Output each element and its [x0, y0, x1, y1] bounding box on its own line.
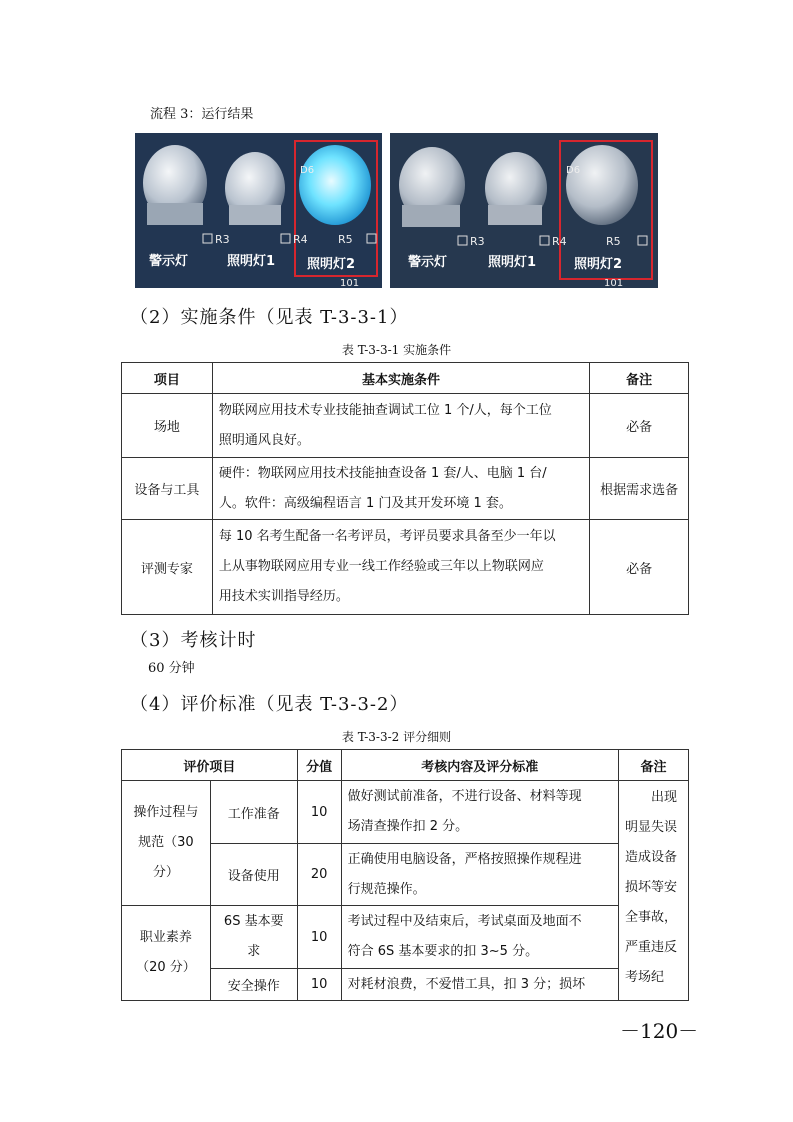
note-cell: 出现 明显失误 造成设备 损坏等安 全事故， 严重违反 考场纪 — [619, 781, 689, 1001]
led-photo-left — [135, 133, 382, 288]
label-r3: R3 — [470, 235, 485, 248]
led-caption-2: 照明灯1 — [488, 255, 537, 270]
led-lens-3-off — [566, 145, 638, 225]
group-process: 操作过程与 规范（30 分） — [122, 781, 211, 906]
table-row — [122, 394, 689, 458]
score: 10 — [297, 906, 341, 969]
label-r4: R4 — [552, 235, 567, 248]
col-header-note: 备注 — [590, 363, 689, 394]
section-heading-timing: （3）考核计时 — [130, 630, 257, 651]
led-caption-3: 照明灯2 — [574, 257, 623, 272]
row-item: 场地 — [122, 394, 213, 458]
led-caption-1: 警示灯 — [149, 254, 189, 269]
col-header-conditions: 基本实施条件 — [212, 363, 589, 394]
label-101: 101 — [340, 278, 360, 288]
label-d6: D6 — [300, 165, 315, 176]
row-item: 评测专家 — [122, 520, 213, 615]
row-conditions: 每 10 名考生配备一名考评员，考评员要求具备至少一年以 上从事物联网应用专业一线工作经验或三年以上物联网应 用技术实训指导经历。 — [212, 520, 589, 615]
row-note: 必备 — [590, 520, 689, 615]
flow-step-label: 流程 3：运行结果 — [150, 107, 254, 122]
col-header-criteria: 考核内容及评分标准 — [341, 750, 618, 781]
section-heading-criteria: （4）评价标准（见表 T-3-3-2） — [130, 694, 409, 715]
col-header-eval-item: 评价项目 — [122, 750, 298, 781]
row-note: 必备 — [590, 394, 689, 458]
scoring-table — [121, 749, 689, 1001]
label-101: 101 — [604, 278, 624, 288]
label-r4: R4 — [293, 233, 308, 246]
score: 10 — [297, 781, 341, 844]
group-professional: 职业素养 （20 分） — [122, 906, 211, 1001]
sub-item: 设备使用 — [210, 844, 297, 906]
label-r5: R5 — [606, 235, 621, 248]
label-r5: R5 — [338, 233, 353, 246]
exam-duration: 60 分钟 — [148, 661, 195, 676]
row-item: 设备与工具 — [122, 458, 213, 520]
criteria: 做好测试前准备，不进行设备、材料等现 场清查操作扣 2 分。 — [341, 781, 618, 844]
criteria: 考试过程中及结束后，考试桌面及地面不 符合 6S 基本要求的扣 3~5 分。 — [341, 906, 618, 969]
sub-item: 6S 基本要 求 — [210, 906, 297, 969]
table1-caption: 表 T-3-3-1 实施条件 — [341, 343, 452, 357]
page-number: －120－ — [620, 1019, 699, 1043]
label-r3: R3 — [215, 233, 230, 246]
led-photo-right — [390, 133, 658, 288]
led-lens-3-lit — [299, 145, 371, 225]
table-row — [122, 781, 689, 844]
criteria: 对耗材浪费，不爱惜工具，扣 3 分；损坏 — [341, 969, 618, 1001]
table-row — [122, 906, 689, 969]
sub-item: 工作准备 — [210, 781, 297, 844]
conditions-table — [121, 362, 689, 615]
led-caption-1: 警示灯 — [408, 255, 448, 270]
led-caption-3: 照明灯2 — [307, 257, 356, 272]
row-conditions: 物联网应用技术专业技能抽查调试工位 1 个/人，每个工位 照明通风良好。 — [212, 394, 589, 458]
label-d6: D6 — [566, 165, 581, 176]
col-header-score: 分值 — [297, 750, 341, 781]
criteria: 正确使用电脑设备，严格按照操作规程进 行规范操作。 — [341, 844, 618, 906]
score: 20 — [297, 844, 341, 906]
row-note: 根据需求选备 — [590, 458, 689, 520]
col-header-item: 项目 — [122, 363, 213, 394]
section-heading-conditions: （2）实施条件（见表 T-3-3-1） — [130, 307, 409, 328]
table-row — [122, 458, 689, 520]
col-header-note: 备注 — [619, 750, 689, 781]
table-row — [122, 520, 689, 615]
table2-caption: 表 T-3-3-2 评分细则 — [341, 730, 452, 744]
sub-item: 安全操作 — [210, 969, 297, 1001]
row-conditions: 硬件：物联网应用技术技能抽查设备 1 套/人、电脑 1 台/ 人。软件：高级编程语言 1 门及其开发环境 1 套。 — [212, 458, 589, 520]
led-caption-2: 照明灯1 — [227, 254, 276, 269]
score: 10 — [297, 969, 341, 1001]
